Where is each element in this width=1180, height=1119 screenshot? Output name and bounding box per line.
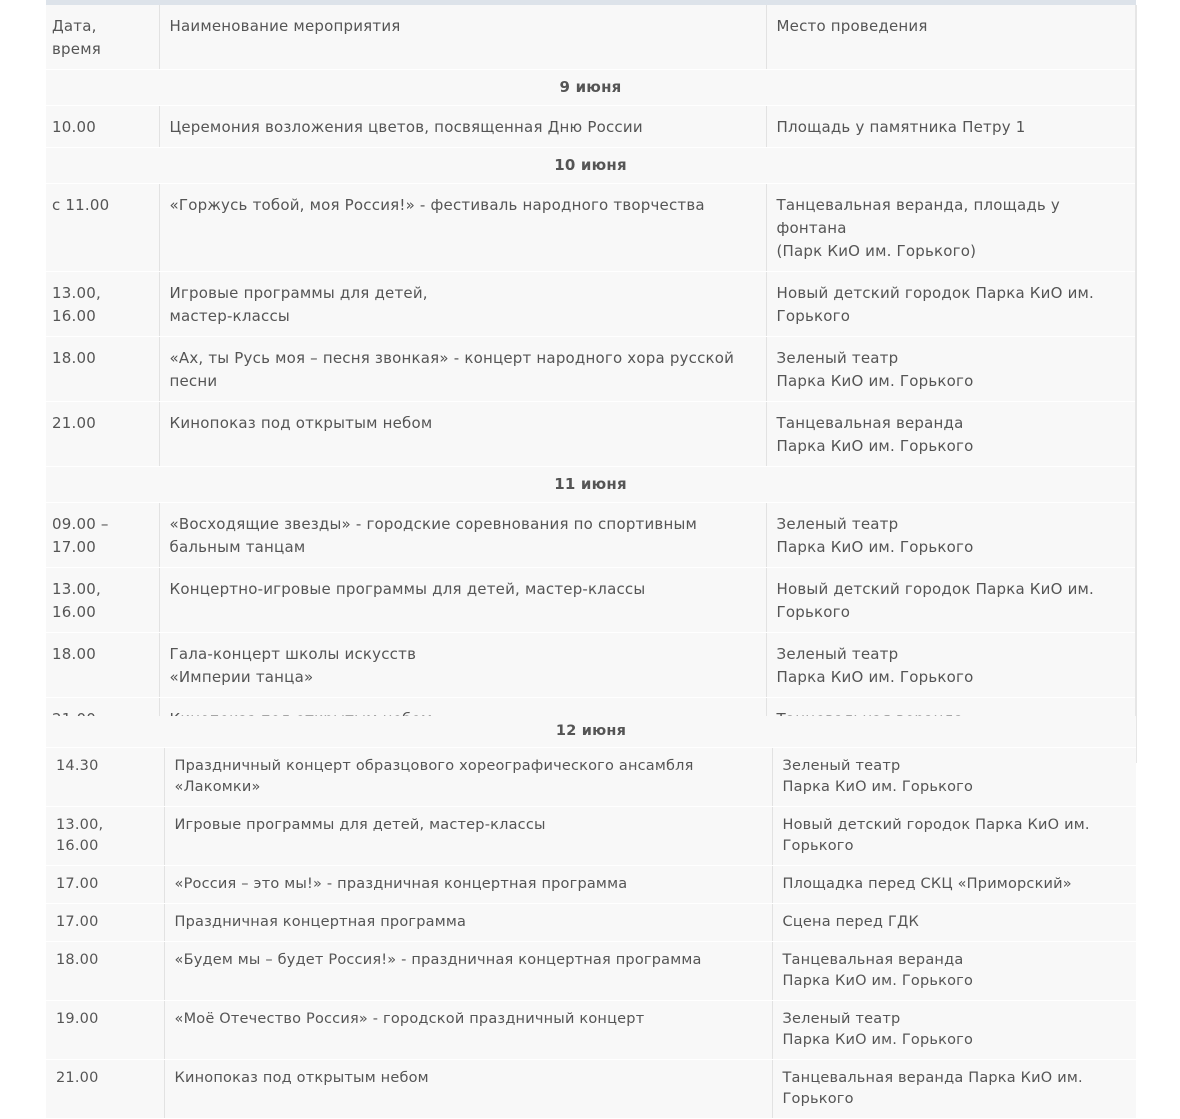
event-place: Новый детский городок Парка КиО им. Горького: [766, 272, 1136, 337]
header-date-time: Дата, время: [46, 5, 159, 70]
table-row: [46, 337, 1136, 402]
event-name: «Россия – это мы!» - праздничная концертная программа: [164, 866, 772, 904]
schedule-table-part-2: [46, 716, 1136, 1119]
event-name: «Ах, ты Русь моя – песня звонкая» - концерт народного хора русской песни: [159, 337, 766, 402]
table-row: [46, 1060, 1136, 1119]
table-row: [46, 272, 1136, 337]
day-label: 10 июня: [46, 148, 1136, 184]
event-place: Зеленый театр Парка КиО им. Горького: [766, 503, 1136, 568]
table-row: [46, 748, 1136, 807]
day-header-row: [46, 70, 1136, 106]
event-place: Танцевальная веранда Парка КиО им. Горького: [766, 402, 1136, 467]
schedule-table-part-1: [46, 5, 1136, 763]
event-name: Кинопоказ под открытым небом: [164, 1060, 772, 1119]
table-row: [46, 106, 1136, 148]
event-time: 13.00, 16.00: [46, 568, 159, 633]
day-label: 11 июня: [46, 467, 1136, 503]
event-name: «Восходящие звезды» - городские соревнования по спортивным бальным танцам: [159, 503, 766, 568]
event-place: Зеленый театр Парка КиО им. Горького: [772, 1001, 1136, 1060]
event-name: Игровые программы для детей, мастер-классы: [159, 272, 766, 337]
event-time: 17.00: [46, 904, 164, 942]
event-time: с 11.00: [46, 184, 159, 272]
table-row: [46, 503, 1136, 568]
event-name: Церемония возложения цветов, посвященная Дню России: [159, 106, 766, 148]
day-header-row: [46, 467, 1136, 503]
event-place: Зеленый театр Парка КиО им. Горького: [766, 633, 1136, 698]
event-name: «Будем мы – будет Россия!» - праздничная концертная программа: [164, 942, 772, 1001]
schedule-table: [46, 5, 1137, 763]
event-place: Танцевальная веранда Парка КиО им. Горького: [772, 1060, 1136, 1119]
schedule-table-continued: [46, 716, 1136, 1119]
event-name: Праздничная концертная программа: [164, 904, 772, 942]
event-name: «Моё Отечество Россия» - городской праздничный концерт: [164, 1001, 772, 1060]
table-row: [46, 1001, 1136, 1060]
table-row: [46, 402, 1136, 467]
event-name: Кинопоказ под открытым небом: [159, 402, 766, 467]
event-time: 21.00: [46, 1060, 164, 1119]
day-header-row: [46, 716, 1136, 748]
event-time: 18.00: [46, 633, 159, 698]
event-place: Площадь у памятника Петру 1: [766, 106, 1136, 148]
header-place: Место проведения: [766, 5, 1136, 70]
table-row: [46, 568, 1136, 633]
table-row: [46, 184, 1136, 272]
event-place: Зеленый театр Парка КиО им. Горького: [766, 337, 1136, 402]
event-time: 21.00: [46, 402, 159, 467]
table-row: [46, 904, 1136, 942]
event-name: «Горжусь тобой, моя Россия!» - фестиваль народного творчества: [159, 184, 766, 272]
event-name: Праздничный концерт образцового хореографического ансамбля «Лакомки»: [164, 748, 772, 807]
event-place: Танцевальная веранда, площадь у фонтана (Парк КиО им. Горького): [766, 184, 1136, 272]
event-time: 13.00, 16.00: [46, 272, 159, 337]
table-row: [46, 807, 1136, 866]
event-time: 13.00, 16.00: [46, 807, 164, 866]
day-label: 12 июня: [46, 716, 1136, 748]
event-time: 17.00: [46, 866, 164, 904]
table-row: [46, 866, 1136, 904]
event-place: Новый детский городок Парка КиО им. Горького: [766, 568, 1136, 633]
event-name: Игровые программы для детей, мастер-классы: [164, 807, 772, 866]
table-row: [46, 633, 1136, 698]
event-place: Сцена перед ГДК: [772, 904, 1136, 942]
event-time: 19.00: [46, 1001, 164, 1060]
event-time: 14.30: [46, 748, 164, 807]
event-time: 10.00: [46, 106, 159, 148]
event-name: Гала-концерт школы искусств «Империи танца»: [159, 633, 766, 698]
table-header-row: [46, 5, 1136, 70]
event-place: Зеленый театр Парка КиО им. Горького: [772, 748, 1136, 807]
event-time: 18.00: [46, 942, 164, 1001]
event-place: Новый детский городок Парка КиО им. Горького: [772, 807, 1136, 866]
event-place: Площадка перед СКЦ «Приморский»: [772, 866, 1136, 904]
event-time: 09.00 – 17.00: [46, 503, 159, 568]
table-row: [46, 942, 1136, 1001]
event-place: Танцевальная веранда Парка КиО им. Горького: [772, 942, 1136, 1001]
event-time: 18.00: [46, 337, 159, 402]
header-event-name: Наименование мероприятия: [159, 5, 766, 70]
event-name: Концертно-игровые программы для детей, мастер-классы: [159, 568, 766, 633]
day-header-row: [46, 148, 1136, 184]
day-label: 9 июня: [46, 70, 1136, 106]
